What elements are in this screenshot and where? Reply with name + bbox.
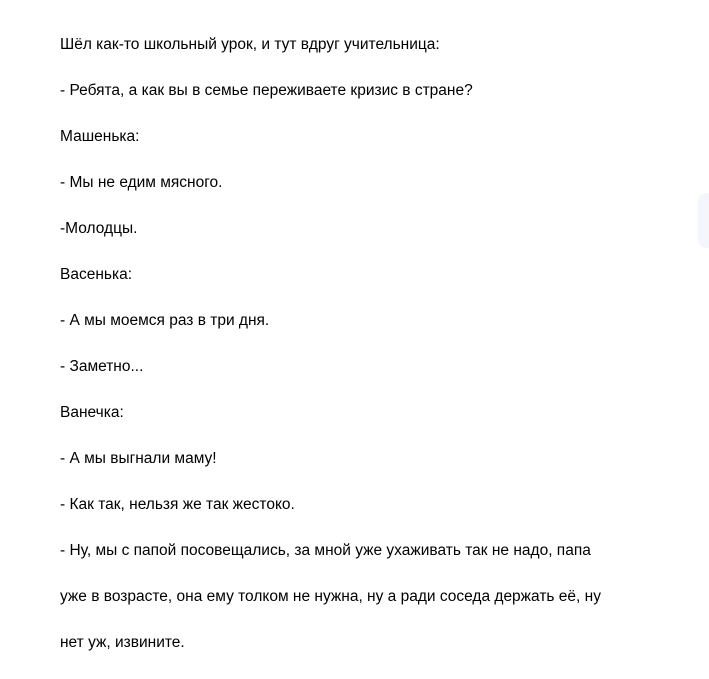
article-line: Васенька: (60, 266, 133, 283)
article-body (60, 35, 700, 679)
article-line: - Заметно... (60, 358, 144, 375)
article-line: Шёл как-то школьный урок, и тут вдруг учительница: (60, 36, 440, 53)
article-line: уже в возрасте, она ему толком не нужна, ну а ради соседа держать её, ну (60, 588, 601, 605)
side-panel-tab[interactable] (698, 193, 709, 248)
article-line: - Как так, нельзя же так жестоко. (60, 496, 295, 513)
article-line: - Ребята, а как вы в семье переживаете кризис в стране? (60, 82, 473, 99)
article-line: нет уж, извините. (60, 634, 185, 651)
article-line: - А мы моемся раз в три дня. (60, 312, 270, 329)
article-line: - Ну, мы с папой посовещались, за мной уже ухаживать так не надо, папа (60, 542, 591, 559)
article-line: -Молодцы. (60, 220, 138, 237)
article-line: - А мы выгнали маму! (60, 450, 217, 467)
article-line: Ванечка: (60, 404, 124, 421)
article-line: Машенька: (60, 128, 140, 145)
article-line: - Мы не едим мясного. (60, 174, 223, 191)
